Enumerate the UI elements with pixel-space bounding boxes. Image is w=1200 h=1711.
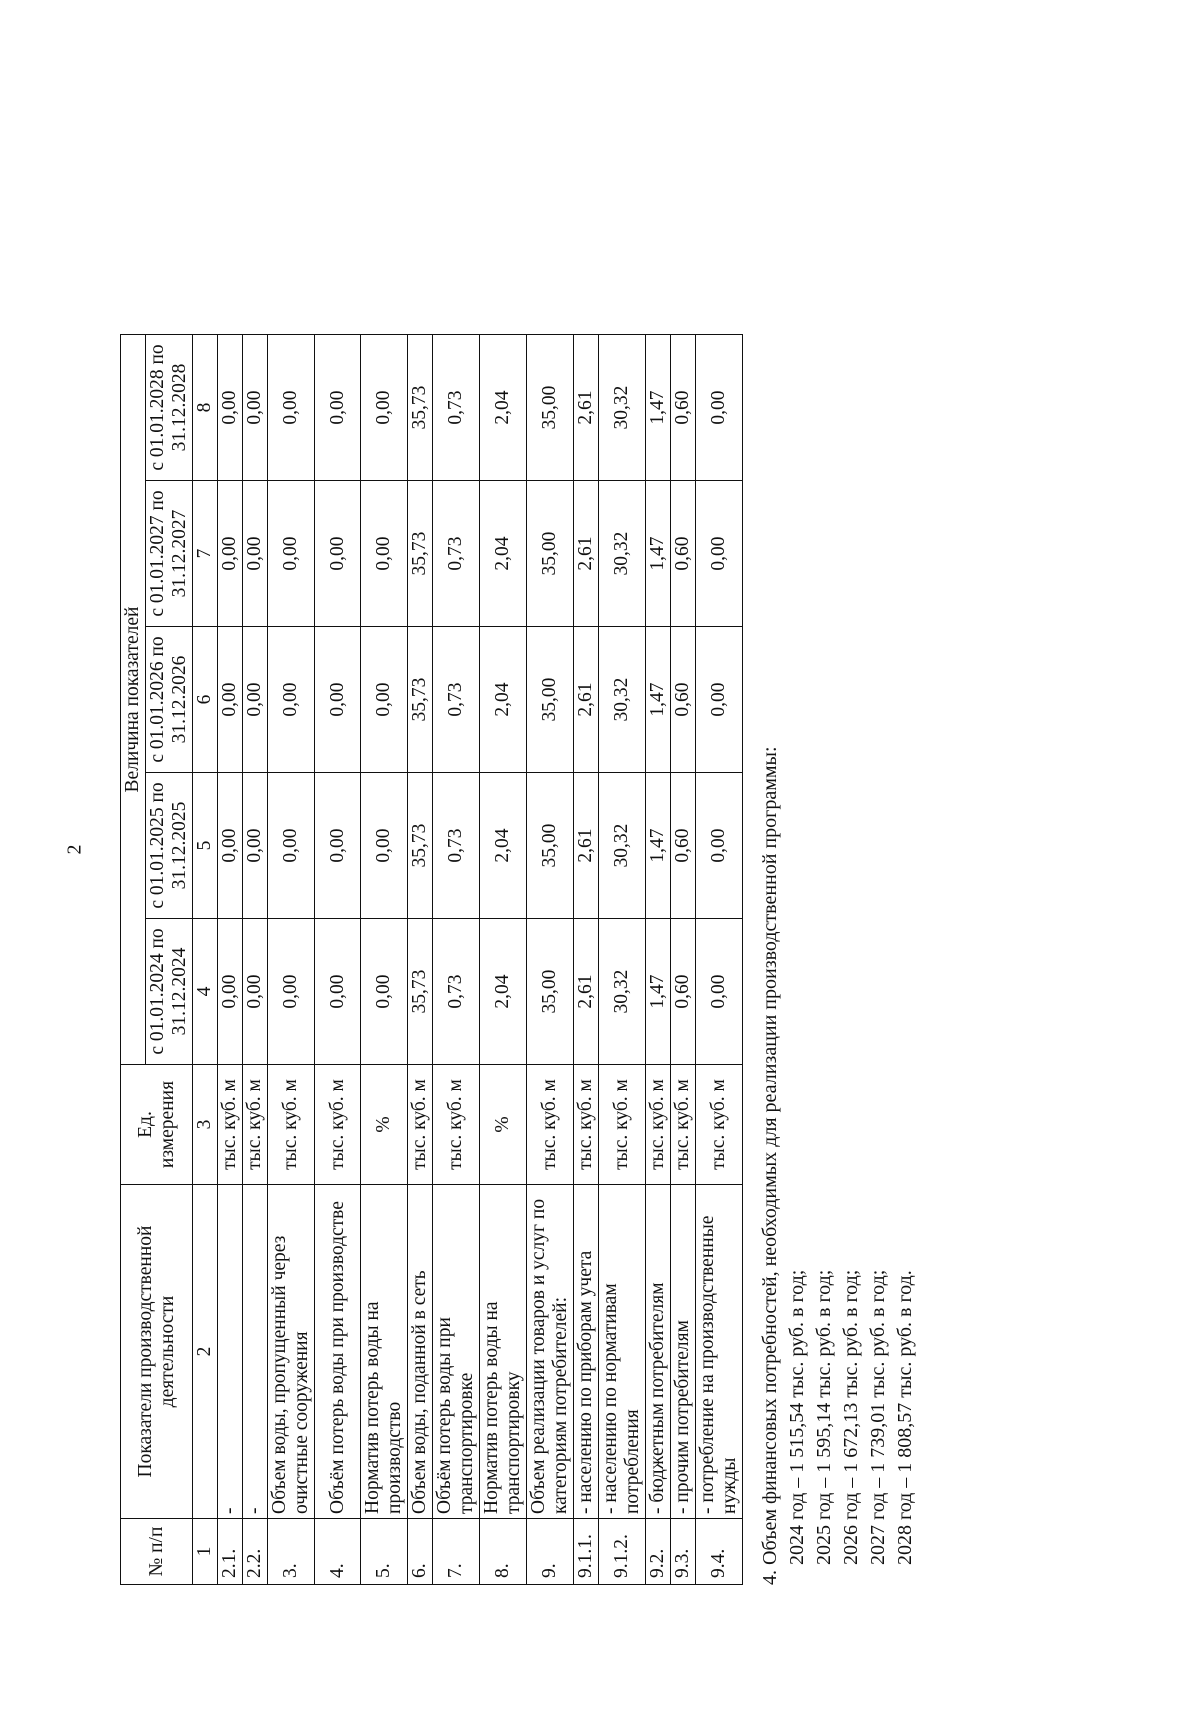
financial-needs-line: 2025 год – 1 595,14 тыс. руб. в год; xyxy=(813,1269,835,1565)
value-cell: 35,00 xyxy=(527,627,574,773)
value-cell: 35,73 xyxy=(408,335,433,481)
value-cell: 2,04 xyxy=(480,919,527,1065)
unit-cell: % xyxy=(480,1065,527,1185)
table-row xyxy=(315,335,361,1585)
value-cell: 35,00 xyxy=(527,481,574,627)
unit-cell: тыс. куб. м xyxy=(315,1065,361,1185)
row-number: 9. xyxy=(527,1519,574,1585)
page-number: 2 xyxy=(63,844,86,855)
unit-cell: тыс. куб. м xyxy=(527,1065,574,1185)
value-cell: 30,32 xyxy=(599,335,646,481)
indicator-name: Объем воды, пропущенный через очистные сооружения xyxy=(268,1185,315,1519)
indicator-name: - потребление на производственные нужды xyxy=(696,1185,743,1519)
indicators-table xyxy=(120,334,743,1585)
value-cell: 0,00 xyxy=(696,627,743,773)
value-cell: 0,00 xyxy=(243,627,268,773)
value-cell: 0,00 xyxy=(361,481,408,627)
unit-cell: тыс. куб. м xyxy=(408,1065,433,1185)
table-row xyxy=(671,335,696,1585)
table-row xyxy=(696,335,743,1585)
value-cell: 30,32 xyxy=(599,627,646,773)
column-number: 3 xyxy=(193,1065,218,1185)
row-number: 2.1. xyxy=(218,1519,243,1585)
row-number: 9.1.1. xyxy=(574,1519,599,1585)
value-cell: 0,73 xyxy=(433,773,480,919)
value-cell: 0,00 xyxy=(268,335,315,481)
value-cell: 0,00 xyxy=(315,773,361,919)
value-cell: 2,61 xyxy=(574,773,599,919)
row-number: 9.1.2. xyxy=(599,1519,646,1585)
value-cell: 1,47 xyxy=(646,335,671,481)
header-unit: Ед. измерения xyxy=(121,1065,193,1185)
financial-needs-line: 2024 год – 1 515,54 тыс. руб. в год; xyxy=(786,1269,808,1565)
value-cell: 35,73 xyxy=(408,481,433,627)
row-number: 8. xyxy=(480,1519,527,1585)
value-cell: 1,47 xyxy=(646,627,671,773)
value-cell: 0,60 xyxy=(671,773,696,919)
value-cell: 2,04 xyxy=(480,627,527,773)
row-number: 9.4. xyxy=(696,1519,743,1585)
table-row xyxy=(574,335,599,1585)
value-cell: 0,00 xyxy=(315,335,361,481)
column-number: 6 xyxy=(193,627,218,773)
value-cell: 0,00 xyxy=(268,627,315,773)
value-cell: 35,73 xyxy=(408,773,433,919)
unit-cell: тыс. куб. м xyxy=(268,1065,315,1185)
value-cell: 2,61 xyxy=(574,335,599,481)
value-cell: 0,60 xyxy=(671,627,696,773)
header-period: с 01.01.2025 по 31.12.2025 xyxy=(146,773,193,919)
value-cell: 0,00 xyxy=(218,481,243,627)
value-cell: 2,61 xyxy=(574,627,599,773)
value-cell: 0,00 xyxy=(218,335,243,481)
indicator-name: Норматив потерь воды на производство xyxy=(361,1185,408,1519)
column-number: 7 xyxy=(193,481,218,627)
unit-cell: % xyxy=(361,1065,408,1185)
value-cell: 30,32 xyxy=(599,919,646,1065)
value-cell: 0,00 xyxy=(696,335,743,481)
indicator-name: Норматив потерь воды на транспортировку xyxy=(480,1185,527,1519)
table-row xyxy=(218,335,243,1585)
header-row xyxy=(121,335,146,1585)
value-cell: 0,73 xyxy=(433,919,480,1065)
value-cell: 0,00 xyxy=(243,773,268,919)
header-period: с 01.01.2026 по 31.12.2026 xyxy=(146,627,193,773)
value-cell: 0,00 xyxy=(268,481,315,627)
header-period: с 01.01.2024 по 31.12.2024 xyxy=(146,919,193,1065)
value-cell: 0,00 xyxy=(696,773,743,919)
value-cell: 0,60 xyxy=(671,919,696,1065)
value-cell: 35,00 xyxy=(527,773,574,919)
financial-needs-line: 2027 год – 1 739,01 тыс. руб. в год; xyxy=(867,1269,889,1565)
column-number: 2 xyxy=(193,1185,218,1519)
column-number: 5 xyxy=(193,773,218,919)
value-cell: 0,00 xyxy=(218,773,243,919)
financial-needs-line: 2026 год – 1 672,13 тыс. руб. в год; xyxy=(840,1269,862,1565)
financial-needs-line: 2028 год – 1 808,57 тыс. руб. в год. xyxy=(894,1270,916,1565)
value-cell: 0,00 xyxy=(696,919,743,1065)
value-cell: 0,60 xyxy=(671,335,696,481)
column-number: 8 xyxy=(193,335,218,481)
unit-cell: тыс. куб. м xyxy=(646,1065,671,1185)
row-number: 3. xyxy=(268,1519,315,1585)
value-cell: 0,00 xyxy=(268,919,315,1065)
value-cell: 0,00 xyxy=(243,335,268,481)
value-cell: 0,60 xyxy=(671,481,696,627)
value-cell: 0,00 xyxy=(315,481,361,627)
value-cell: 1,47 xyxy=(646,481,671,627)
row-number: 9.2. xyxy=(646,1519,671,1585)
header-period: с 01.01.2028 по 31.12.2028 xyxy=(146,335,193,481)
value-cell: 35,00 xyxy=(527,335,574,481)
value-cell: 35,00 xyxy=(527,919,574,1065)
value-cell: 0,00 xyxy=(361,335,408,481)
unit-cell: тыс. куб. м xyxy=(574,1065,599,1185)
value-cell: 35,73 xyxy=(408,627,433,773)
value-cell: 0,73 xyxy=(433,335,480,481)
value-cell: 0,00 xyxy=(268,773,315,919)
indicator-name: Объём потерь воды при производстве xyxy=(315,1185,361,1519)
value-cell: 1,47 xyxy=(646,919,671,1065)
value-cell: 2,61 xyxy=(574,919,599,1065)
value-cell: 0,00 xyxy=(218,919,243,1065)
unit-cell: тыс. куб. м xyxy=(599,1065,646,1185)
value-cell: 0,00 xyxy=(696,481,743,627)
unit-cell: тыс. куб. м xyxy=(243,1065,268,1185)
value-cell: 0,00 xyxy=(315,627,361,773)
table-row xyxy=(646,335,671,1585)
header-no: № п/п xyxy=(121,1519,193,1585)
value-cell: 0,00 xyxy=(315,919,361,1065)
value-cell: 0,00 xyxy=(361,773,408,919)
value-cell: 0,00 xyxy=(243,919,268,1065)
value-cell: 30,32 xyxy=(599,773,646,919)
indicator-name: Объём потерь воды при транспортировке xyxy=(433,1185,480,1519)
unit-cell: тыс. куб. м xyxy=(218,1065,243,1185)
header-period: с 01.01.2027 по 31.12.2027 xyxy=(146,481,193,627)
unit-cell: тыс. куб. м xyxy=(433,1065,480,1185)
column-number: 4 xyxy=(193,919,218,1065)
value-cell: 0,00 xyxy=(218,627,243,773)
indicator-name: - населению по приборам учета xyxy=(574,1185,599,1519)
indicator-name: - прочим потребителям xyxy=(671,1185,696,1519)
table-row xyxy=(599,335,646,1585)
value-cell: 2,04 xyxy=(480,481,527,627)
row-number: 9.3. xyxy=(671,1519,696,1585)
value-cell: 0,73 xyxy=(433,627,480,773)
table-row xyxy=(268,335,315,1585)
indicator-name: - бюджетным потребителям xyxy=(646,1185,671,1519)
table-row xyxy=(408,335,433,1585)
rotated-content xyxy=(120,335,980,1585)
value-cell: 35,73 xyxy=(408,919,433,1065)
financial-needs-heading: 4. Объем финансовых потребностей, необходимых для реализации производственной программы: xyxy=(759,746,781,1585)
row-number: 7. xyxy=(433,1519,480,1585)
value-cell: 30,32 xyxy=(599,481,646,627)
value-cell: 1,47 xyxy=(646,773,671,919)
unit-cell: тыс. куб. м xyxy=(696,1065,743,1185)
table-row xyxy=(480,335,527,1585)
table-body xyxy=(121,335,743,1585)
indicator-name: - населению по нормативам потребления xyxy=(599,1185,646,1519)
table-row xyxy=(433,335,480,1585)
unit-cell: тыс. куб. м xyxy=(671,1065,696,1185)
header-name: Показатели производственной деятельности xyxy=(121,1185,193,1519)
column-numbers-row xyxy=(193,335,218,1585)
value-cell: 0,73 xyxy=(433,481,480,627)
indicator-name: Объем воды, поданной в сеть xyxy=(408,1185,433,1519)
financial-needs-section xyxy=(757,335,919,1585)
indicator-name: Объем реализации товаров и услуг по категориям потребителей: xyxy=(527,1185,574,1519)
value-cell: 2,61 xyxy=(574,481,599,627)
row-number: 4. xyxy=(315,1519,361,1585)
indicator-name: - xyxy=(218,1185,243,1519)
value-cell: 0,00 xyxy=(361,627,408,773)
value-cell: 2,04 xyxy=(480,335,527,481)
value-cell: 0,00 xyxy=(243,481,268,627)
row-number: 2.2. xyxy=(243,1519,268,1585)
header-group: Величина показателей xyxy=(121,335,146,1065)
row-number: 6. xyxy=(408,1519,433,1585)
indicator-name: - xyxy=(243,1185,268,1519)
value-cell: 0,00 xyxy=(361,919,408,1065)
row-number: 5. xyxy=(361,1519,408,1585)
column-number: 1 xyxy=(193,1519,218,1585)
table-row xyxy=(527,335,574,1585)
table-row xyxy=(361,335,408,1585)
table-row xyxy=(243,335,268,1585)
value-cell: 2,04 xyxy=(480,773,527,919)
